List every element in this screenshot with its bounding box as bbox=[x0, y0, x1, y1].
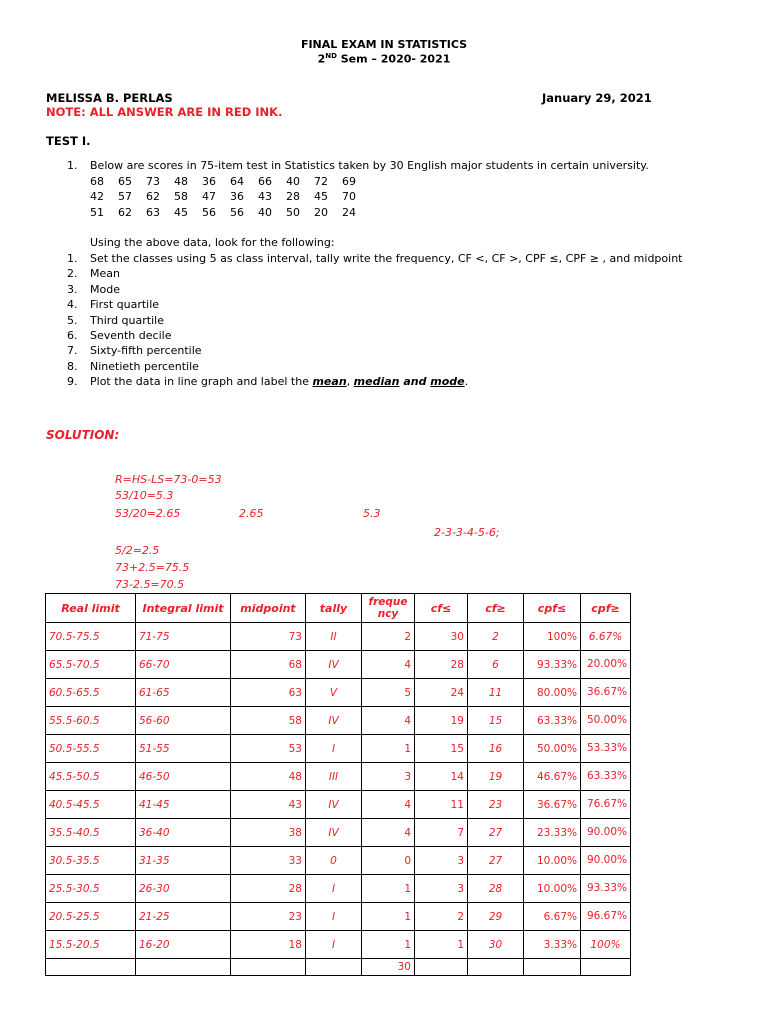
table-row bbox=[46, 875, 631, 903]
cell-cf-greater: 30 bbox=[468, 931, 524, 959]
task-number: 6. bbox=[67, 329, 78, 342]
cell-frequency: 0 bbox=[362, 847, 415, 875]
score-value: 62 bbox=[146, 190, 160, 203]
cell-real-limit: 45.5-50.5 bbox=[46, 763, 136, 791]
cell-cf-greater: 28 bbox=[468, 875, 524, 903]
task-item-4 bbox=[67, 298, 159, 311]
cell-cpf-less: 63.33% bbox=[524, 707, 581, 735]
task-item-7 bbox=[67, 344, 202, 357]
table-row bbox=[46, 763, 631, 791]
cell-tally: II bbox=[306, 623, 362, 651]
cell-cf-less: 7 bbox=[415, 819, 468, 847]
scores-row bbox=[90, 206, 370, 219]
task-text: First quartile bbox=[90, 298, 160, 312]
header-cf-greater: cf≥ bbox=[468, 594, 524, 623]
table-row bbox=[46, 623, 631, 651]
task-item-2 bbox=[67, 267, 120, 280]
cell-cf-less: 19 bbox=[415, 707, 468, 735]
cell-cf-less: 24 bbox=[415, 679, 468, 707]
task-item-5 bbox=[67, 314, 164, 327]
cell-tally: III bbox=[306, 763, 362, 791]
cell-cpf-greater: 100% bbox=[581, 931, 631, 959]
answer-note: NOTE: ALL ANSWER ARE IN RED INK. bbox=[46, 105, 283, 119]
scores-row bbox=[90, 175, 370, 188]
empty-cell bbox=[136, 959, 231, 976]
cell-cpf-less: 36.67% bbox=[524, 791, 581, 819]
cell-tally: V bbox=[306, 679, 362, 707]
cell-cpf-greater: 20.00% bbox=[581, 651, 631, 679]
score-value: 45 bbox=[174, 206, 188, 219]
cell-cf-less: 11 bbox=[415, 791, 468, 819]
empty-cell bbox=[415, 959, 468, 976]
cell-cf-greater: 2 bbox=[468, 623, 524, 651]
task-text: Sixty-fifth percentile bbox=[90, 344, 202, 358]
score-value: 40 bbox=[258, 206, 272, 219]
exam-date: January 29, 2021 bbox=[542, 91, 652, 105]
cell-integral-limit: 41-45 bbox=[136, 791, 231, 819]
cell-frequency: 4 bbox=[362, 651, 415, 679]
cell-cpf-greater: 93.33% bbox=[581, 875, 631, 903]
score-value: 28 bbox=[286, 190, 300, 203]
test-label: TEST I. bbox=[46, 134, 91, 148]
cell-cpf-greater: 6.67% bbox=[581, 623, 631, 651]
cell-midpoint: 58 bbox=[231, 707, 306, 735]
table-row bbox=[46, 931, 631, 959]
question-number: 1. bbox=[67, 159, 78, 172]
table-row bbox=[46, 819, 631, 847]
cell-real-limit: 35.5-40.5 bbox=[46, 819, 136, 847]
solution-label: SOLUTION: bbox=[46, 428, 120, 442]
cell-frequency: 2 bbox=[362, 623, 415, 651]
cell-cpf-less: 10.00% bbox=[524, 875, 581, 903]
task-text: Seventh decile bbox=[90, 329, 172, 342]
cell-real-limit: 20.5-25.5 bbox=[46, 903, 136, 931]
cell-tally: I bbox=[306, 903, 362, 931]
task-number: 7. bbox=[67, 344, 78, 358]
cell-frequency: 1 bbox=[362, 735, 415, 763]
empty-cell bbox=[468, 959, 524, 976]
task-text: Mode bbox=[90, 282, 120, 296]
cell-cf-less: 28 bbox=[415, 651, 468, 679]
cell-cf-less: 1 bbox=[415, 931, 468, 959]
cell-cf-greater: 6 bbox=[468, 651, 524, 679]
score-value: 57 bbox=[118, 190, 132, 203]
empty-cell bbox=[46, 959, 136, 976]
cell-frequency: 1 bbox=[362, 875, 415, 903]
range-calc: R=HS-LS=73-0=53 bbox=[115, 473, 222, 486]
score-value: 68 bbox=[90, 175, 104, 188]
semester-superscript: ND bbox=[325, 52, 337, 60]
cell-integral-limit: 16-20 bbox=[136, 931, 231, 959]
cell-cf-less: 3 bbox=[415, 847, 468, 875]
cell-tally: I bbox=[306, 875, 362, 903]
score-value: 58 bbox=[174, 190, 188, 203]
mean-label: mean bbox=[312, 375, 347, 388]
task-number: 4. bbox=[67, 298, 78, 312]
cell-integral-limit: 56-60 bbox=[136, 707, 231, 735]
cell-tally: I bbox=[306, 931, 362, 959]
cell-cf-greater: 15 bbox=[468, 707, 524, 735]
sequence-note: 2-3-3-4-5-6; bbox=[434, 526, 500, 539]
cell-cf-less: 30 bbox=[415, 623, 468, 651]
table-row bbox=[46, 791, 631, 819]
cell-midpoint: 28 bbox=[231, 875, 306, 903]
task-text: Mean bbox=[90, 267, 120, 281]
half-interval-calc: 5/2=2.5 bbox=[115, 544, 160, 557]
table-row bbox=[46, 707, 631, 735]
cell-cpf-less: 100% bbox=[524, 623, 581, 651]
semester-rest: Sem – 2020- 2021 bbox=[336, 52, 451, 66]
task-text: Plot the data in line graph and label the bbox=[90, 375, 313, 388]
cell-midpoint: 18 bbox=[231, 931, 306, 959]
cell-midpoint: 63 bbox=[231, 679, 306, 707]
task-number: 8. bbox=[67, 359, 78, 373]
header-tally: tally bbox=[306, 594, 362, 623]
score-value: 36 bbox=[202, 175, 216, 188]
score-value: 69 bbox=[342, 175, 356, 188]
task-item-3 bbox=[67, 283, 120, 296]
cell-cf-greater: 23 bbox=[468, 791, 524, 819]
cell-integral-limit: 71-75 bbox=[136, 623, 231, 651]
cell-integral-limit: 36-40 bbox=[136, 819, 231, 847]
task-sep: , bbox=[346, 375, 354, 388]
cell-cf-greater: 16 bbox=[468, 735, 524, 763]
task-number: 3. bbox=[67, 282, 78, 296]
cell-real-limit: 70.5-75.5 bbox=[46, 623, 136, 651]
cell-cpf-less: 3.33% bbox=[524, 931, 581, 959]
cell-tally: IV bbox=[306, 791, 362, 819]
task-number: 1. bbox=[67, 252, 78, 265]
cell-cpf-greater: 90.00% bbox=[581, 819, 631, 847]
cell-cpf-less: 10.00% bbox=[524, 847, 581, 875]
cell-integral-limit: 21-25 bbox=[136, 903, 231, 931]
cell-cpf-less: 93.33% bbox=[524, 651, 581, 679]
score-value: 56 bbox=[202, 206, 216, 219]
empty-cell bbox=[231, 959, 306, 976]
cell-real-limit: 55.5-60.5 bbox=[46, 707, 136, 735]
cell-cpf-less: 46.67% bbox=[524, 763, 581, 791]
task-number: 5. bbox=[67, 313, 78, 327]
table-row bbox=[46, 651, 631, 679]
cell-cpf-greater: 36.67% bbox=[581, 679, 631, 707]
score-value: 48 bbox=[174, 175, 188, 188]
cell-cpf-less: 6.67% bbox=[524, 903, 581, 931]
table-row bbox=[46, 847, 631, 875]
cell-cf-greater: 19 bbox=[468, 763, 524, 791]
table-row bbox=[46, 903, 631, 931]
cell-integral-limit: 51-55 bbox=[136, 735, 231, 763]
cell-real-limit: 15.5-20.5 bbox=[46, 931, 136, 959]
mode-label: mode bbox=[430, 375, 465, 388]
cell-cpf-greater: 53.33% bbox=[581, 735, 631, 763]
cell-cf-less: 3 bbox=[415, 875, 468, 903]
header-cf-less: cf≤ bbox=[415, 594, 468, 623]
author-name: MELISSA B. PERLAS bbox=[46, 91, 173, 105]
score-value: 43 bbox=[258, 190, 272, 203]
cell-frequency: 1 bbox=[362, 931, 415, 959]
frequency-table bbox=[45, 593, 631, 976]
cell-real-limit: 25.5-30.5 bbox=[46, 875, 136, 903]
task-number: 2. bbox=[67, 267, 78, 281]
semester-line bbox=[0, 52, 768, 66]
score-value: 66 bbox=[258, 175, 272, 188]
cell-integral-limit: 46-50 bbox=[136, 763, 231, 791]
cell-real-limit: 40.5-45.5 bbox=[46, 791, 136, 819]
cell-cf-greater: 27 bbox=[468, 819, 524, 847]
cell-midpoint: 48 bbox=[231, 763, 306, 791]
task-item-9 bbox=[67, 375, 468, 388]
score-value: 24 bbox=[342, 206, 356, 219]
score-value: 70 bbox=[342, 190, 356, 203]
cell-cpf-greater: 76.67% bbox=[581, 791, 631, 819]
cell-integral-limit: 26-30 bbox=[136, 875, 231, 903]
header-cpf-greater: cpf≥ bbox=[581, 594, 631, 623]
table-row bbox=[46, 735, 631, 763]
task-number: 9. bbox=[67, 375, 78, 388]
cell-cf-less: 14 bbox=[415, 763, 468, 791]
cell-cpf-greater: 50.00% bbox=[581, 707, 631, 735]
score-value: 36 bbox=[230, 190, 244, 203]
cell-real-limit: 50.5-55.5 bbox=[46, 735, 136, 763]
cell-midpoint: 53 bbox=[231, 735, 306, 763]
score-value: 50 bbox=[286, 206, 300, 219]
table-header-row bbox=[46, 594, 631, 623]
task-sep: and bbox=[399, 375, 431, 388]
empty-cell bbox=[524, 959, 581, 976]
total-frequency: 30 bbox=[362, 959, 415, 976]
semester-ordinal: 2 bbox=[317, 52, 326, 66]
cell-real-limit: 30.5-35.5 bbox=[46, 847, 136, 875]
cell-cpf-greater: 96.67% bbox=[581, 903, 631, 931]
score-value: 47 bbox=[202, 190, 216, 203]
upper-limit-calc: 73+2.5=75.5 bbox=[115, 561, 190, 574]
task-end: . bbox=[464, 375, 469, 388]
table-row bbox=[46, 679, 631, 707]
cell-cpf-less: 80.00% bbox=[524, 679, 581, 707]
task-text: Third quartile bbox=[90, 313, 164, 327]
cell-midpoint: 43 bbox=[231, 791, 306, 819]
cell-integral-limit: 31-35 bbox=[136, 847, 231, 875]
score-value: 73 bbox=[146, 175, 160, 188]
question-text: Below are scores in 75-item test in Statistics taken by 30 English major students in certain university. bbox=[90, 159, 649, 172]
cell-integral-limit: 61-65 bbox=[136, 679, 231, 707]
cell-tally: IV bbox=[306, 651, 362, 679]
header-midpoint: midpoint bbox=[231, 594, 306, 623]
score-value: 64 bbox=[230, 175, 244, 188]
cell-integral-limit: 66-70 bbox=[136, 651, 231, 679]
scores-row bbox=[90, 190, 370, 203]
cell-frequency: 4 bbox=[362, 791, 415, 819]
cell-cpf-greater: 63.33% bbox=[581, 763, 631, 791]
cell-real-limit: 60.5-65.5 bbox=[46, 679, 136, 707]
cell-midpoint: 38 bbox=[231, 819, 306, 847]
header-cpf-less: cpf≤ bbox=[524, 594, 581, 623]
cell-cf-greater: 27 bbox=[468, 847, 524, 875]
cell-cf-less: 15 bbox=[415, 735, 468, 763]
cell-midpoint: 68 bbox=[231, 651, 306, 679]
score-value: 56 bbox=[230, 206, 244, 219]
cell-tally: IV bbox=[306, 707, 362, 735]
cell-tally: I bbox=[306, 735, 362, 763]
cell-cpf-less: 50.00% bbox=[524, 735, 581, 763]
cell-tally: IV bbox=[306, 819, 362, 847]
cell-cpf-greater: 90.00% bbox=[581, 847, 631, 875]
lower-limit-calc: 73-2.5=70.5 bbox=[115, 578, 185, 591]
score-value: 20 bbox=[314, 206, 328, 219]
task-text: Ninetieth percentile bbox=[90, 359, 199, 373]
instructions-text: Using the above data, look for the following: bbox=[90, 236, 335, 249]
cell-frequency: 4 bbox=[362, 819, 415, 847]
cell-cf-less: 2 bbox=[415, 903, 468, 931]
cell-cpf-less: 23.33% bbox=[524, 819, 581, 847]
score-value: 51 bbox=[90, 206, 104, 219]
exam-title: FINAL EXAM IN STATISTICS bbox=[300, 38, 468, 51]
score-value: 40 bbox=[286, 175, 300, 188]
score-value: 62 bbox=[118, 206, 132, 219]
cell-frequency: 3 bbox=[362, 763, 415, 791]
empty-cell bbox=[581, 959, 631, 976]
cell-midpoint: 73 bbox=[231, 623, 306, 651]
empty-cell bbox=[306, 959, 362, 976]
cell-frequency: 1 bbox=[362, 903, 415, 931]
cell-midpoint: 23 bbox=[231, 903, 306, 931]
cell-midpoint: 33 bbox=[231, 847, 306, 875]
median-label: median bbox=[353, 375, 400, 388]
cell-cf-greater: 11 bbox=[468, 679, 524, 707]
div10-calc: 53/10=5.3 bbox=[115, 489, 174, 502]
table-total-row bbox=[46, 959, 631, 976]
score-value: 45 bbox=[314, 190, 328, 203]
header-integral-limit: Integral limit bbox=[136, 594, 231, 623]
task-item-1 bbox=[67, 252, 682, 265]
score-value: 65 bbox=[118, 175, 132, 188]
div20-calc: 53/20=2.65 bbox=[115, 507, 181, 520]
cell-frequency: 4 bbox=[362, 707, 415, 735]
score-value: 42 bbox=[90, 190, 104, 203]
score-value: 72 bbox=[314, 175, 328, 188]
score-value: 63 bbox=[146, 206, 160, 219]
value-5-3: 5.3 bbox=[363, 507, 381, 520]
task-item-8 bbox=[67, 360, 199, 373]
cell-cf-greater: 29 bbox=[468, 903, 524, 931]
task-item-6 bbox=[67, 329, 171, 342]
cell-tally: 0 bbox=[306, 847, 362, 875]
header-real-limit: Real limit bbox=[46, 594, 136, 623]
cell-real-limit: 65.5-70.5 bbox=[46, 651, 136, 679]
value-2-65: 2.65 bbox=[239, 507, 264, 520]
header-frequency: frequency bbox=[362, 594, 415, 623]
task-text: Set the classes using 5 as class interval, tally write the frequency, CF <, CF >, CPF ≤, CPF ≥ , and midpoint bbox=[90, 252, 683, 265]
cell-frequency: 5 bbox=[362, 679, 415, 707]
